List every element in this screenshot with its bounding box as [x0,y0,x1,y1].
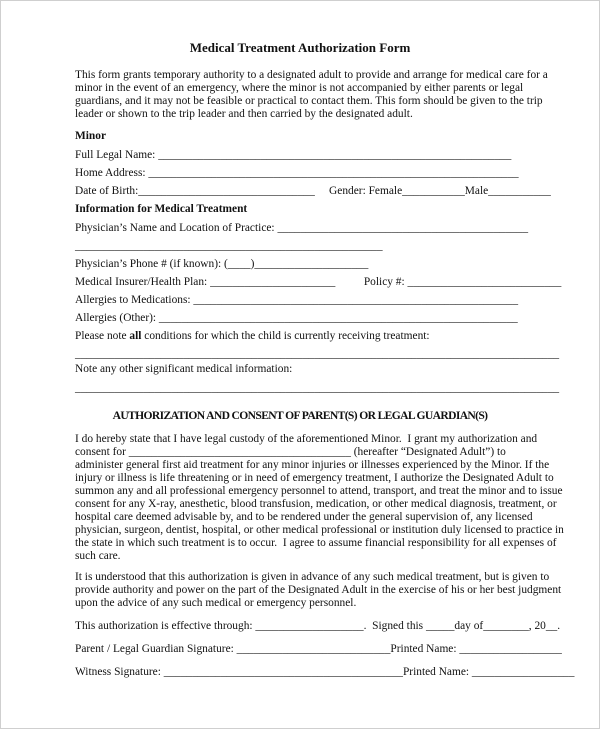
home-address-field[interactable]: Home Address: _________________________________________________________________ [75,167,519,179]
other-info-label: Note any other significant medical information: [75,363,293,375]
consent-para1-line-5: summon any and all professional emergency personnel to attend, transport, and treat the minor and to issue [75,485,563,497]
conditions-label [75,329,430,343]
consent-heading: AUTHORIZATION AND CONSENT OF PARENT(S) OR LEGAL GUARDIAN(S) [112,409,488,422]
physician-field-continued[interactable]: ______________________________________________________ [75,240,383,252]
physician-phone-field[interactable]: Physician’s Phone # (if known): (____)____________________ [75,258,369,270]
intro-line-4: leader or shown to the trip leader and then carried by the designated adult. [75,108,413,120]
conditions-label-pre: Please note [75,330,130,342]
allergies-medications-field[interactable]: Allergies to Medications: _________________________________________________________ [75,294,519,306]
intro-line-1: This form grants temporary authority to a designated adult to provide and arrange for medical care for a [75,69,548,81]
medical-heading: Information for Medical Treatment [75,203,248,215]
allergies-other-field[interactable]: Allergies (Other): _______________________________________________________________ [75,312,518,324]
consent-para1-line-2[interactable]: consent for _______________________________________ (hereafter “Designated Adult”) to [75,446,506,458]
full-legal-name-field[interactable]: Full Legal Name: ______________________________________________________________ [75,149,512,161]
consent-para1-line-8: physician, surgeon, dentist, hospital, or other medical professional or institution duly licensed to practice in [75,524,564,536]
consent-para1-line-7: hospital care deemed advisable by, and to be rendered under the general supervision of, any licensed [75,511,533,523]
conditions-field[interactable]: _____________________________________________________________________________________ [75,348,560,360]
parent-signature-field[interactable]: Parent / Legal Guardian Signature: ___________________________Printed Name: __________________ [75,643,562,655]
conditions-label-bold: all [129,330,142,342]
intro-line-2: minor in the event of an emergency, where the minor is not accompanied by either parents or legal [75,82,524,94]
consent-para2-line-1: It is understood that this authorization is given in advance of any such medical treatment, but is given to [75,571,550,583]
consent-para2-line-2: provide authority and power on the part of the Designated Adult in the exercise of his or her best judgment [75,584,562,596]
insurer-policy-field[interactable]: Medical Insurer/Health Plan: ______________________ Policy #: ___________________________ [75,276,562,288]
conditions-label-post: conditions for which the child is currently receiving treatment: [141,330,430,342]
consent-para1-line-9: the state in which such treatment is to occur. I agree to assume financial responsibility for all expenses of [75,537,557,549]
other-info-field[interactable]: _____________________________________________________________________________________ [75,382,560,394]
consent-para1-line-6: consent for any X-ray, anesthetic, blood transfusion, medication, or other medical diagnosis, treatment, or [75,498,557,510]
consent-para1-line-10: such care. [75,550,121,562]
intro-line-3: guardians, and it may not be feasible or practical to contact them. This form should be given to the trip [75,95,543,107]
consent-para1-line-1: I do hereby state that I have legal custody of the aforementioned Minor. I grant my authorization and [75,433,538,445]
physician-field[interactable]: Physician’s Name and Location of Practice: ____________________________________________ [75,222,529,234]
effective-date-field[interactable]: This authorization is effective through: ___________________. Signed this _____day of________, 20__. [75,620,561,632]
witness-signature-field[interactable]: Witness Signature: __________________________________________Printed Name: __________________ [75,666,575,678]
minor-heading: Minor [75,130,107,142]
consent-para2-line-3: upon the advice of any such medical or emergency personnel. [75,597,357,609]
consent-para1-line-4: injury or illness is life threatening or in need of emergency treatment, I authorize the Designated Adult to [75,472,554,484]
dob-gender-field[interactable]: Date of Birth:_______________________________ Gender: Female___________Male___________ [75,185,551,197]
consent-para1-line-3: administer general first aid treatment for any minor injuries or illnesses experienced by the Minor. If the [75,459,550,471]
form-title: Medical Treatment Authorization Form [189,40,411,55]
